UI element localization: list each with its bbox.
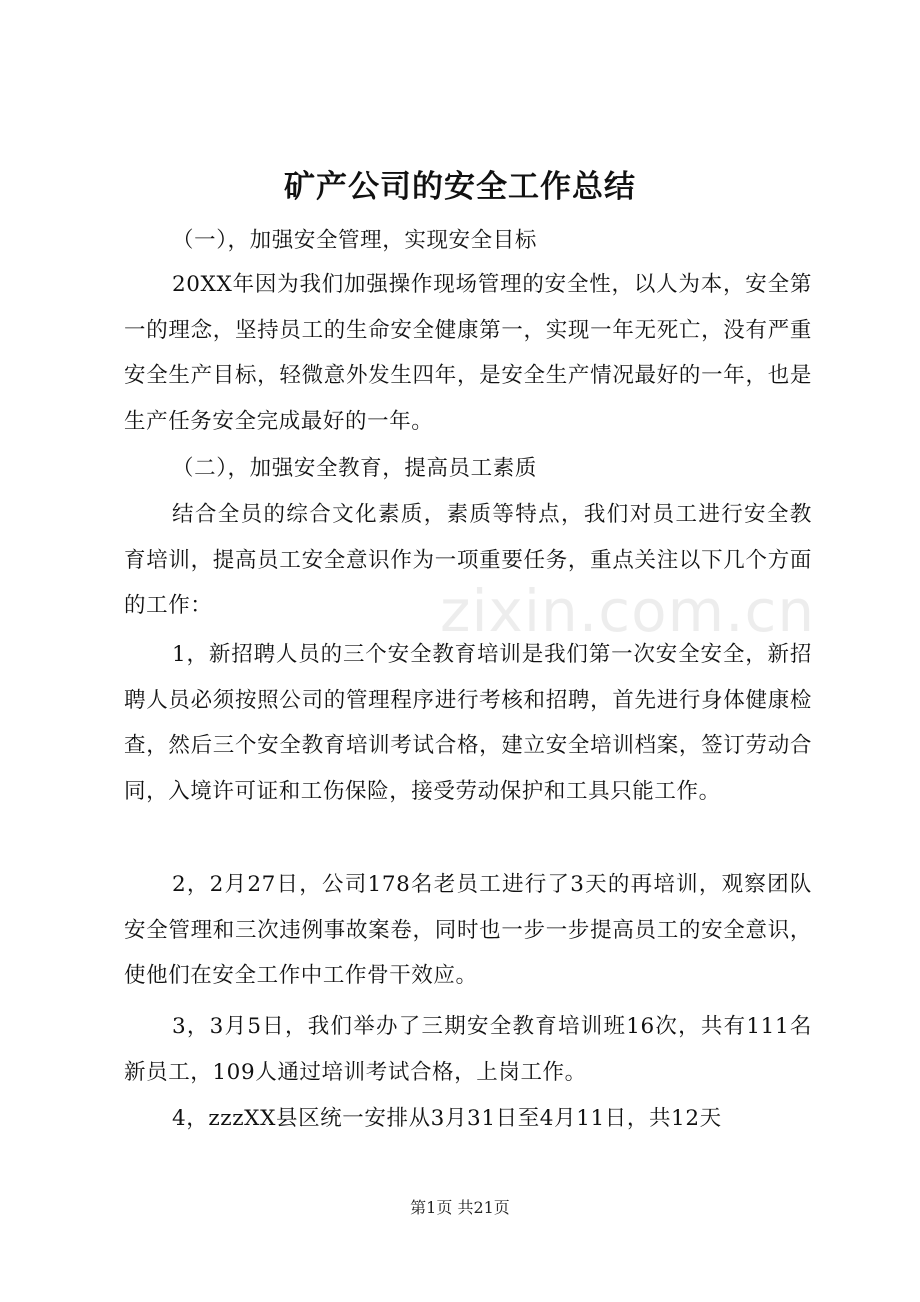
list-item-2: 2，2月27日，公司178名老员工进行了3天的再培训，观察团队安全管理和三次违例事故案卷，同时也一步一步提高员工的安全意识，使他们在安全工作中工作骨干效应。 — [124, 872, 812, 988]
section-body-2: 结合全员的综合文化素质，素质等特点，我们对员工进行安全教育培训，提高员工安全意识作为一项重要任务，重点关注以下几个方面的工作： — [124, 502, 812, 618]
watermark: zixin.com.cn — [440, 577, 816, 645]
section-heading-1: （一），加强安全管理，实现安全目标 — [172, 228, 537, 253]
section-heading-2: （二），加强安全教育，提高员工素质 — [172, 456, 537, 481]
list-item-4: 4，zzzXX县区统一安排从3月31日至4月11日，共12天 — [172, 1106, 722, 1131]
section-body-1: 20XX年因为我们加强操作现场管理的安全性，以人为本，安全第一的理念，坚持员工的生命安全健康第一，实现一年无死亡，没有严重安全生产目标，轻微意外发生四年，是安全生产情况最好的一年，也是生产任务安全完成最好的一年。 — [124, 272, 812, 434]
document-title: 矿产公司的安全工作总结 — [284, 169, 636, 205]
page-footer: 第1页 共21页 — [410, 1198, 510, 1217]
list-item-1: 1，新招聘人员的三个安全教育培训是我们第一次安全安全，新招聘人员必须按照公司的管理程序进行考核和招聘，首先进行身体健康检查，然后三个安全教育培训考试合格，建立安全培训档案，签订劳动合同，入境许可证和工伤保险，接受劳动保护和工具只能工作。 — [124, 642, 812, 804]
list-item-3: 3，3月5日，我们举办了三期安全教育培训班16次，共有111名新员工，109人通过培训考试合格，上岗工作。 — [124, 1014, 812, 1085]
